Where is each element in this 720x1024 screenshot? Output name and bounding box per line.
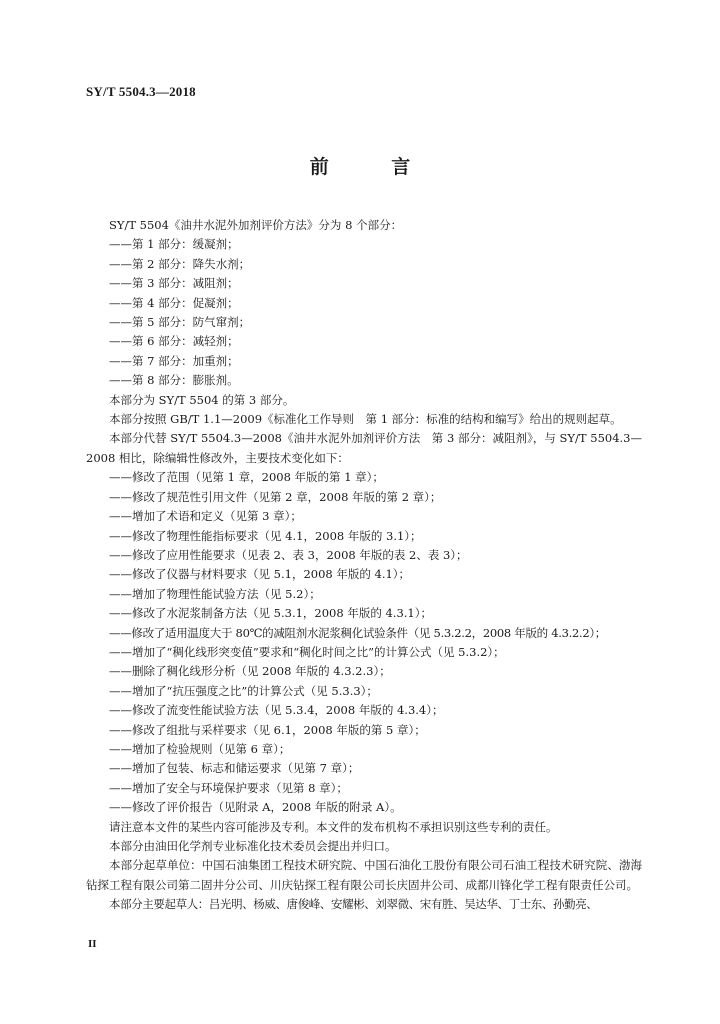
change-item: ——修改了物理性能指标要求（见 4.1，2008 年版的 3.1）； <box>109 528 422 543</box>
change-item: ——增加了物理性能试验方法（见 5.2）； <box>109 586 321 601</box>
change-item: ——增加了“稠化线形突变值”要求和“稠化时间之比”的计算公式（见 5.3.2）； <box>109 644 505 659</box>
change-item: ——增加了安全与环境保护要求（见第 8 章）； <box>109 780 348 795</box>
change-item: ——增加了“抗压强度之比”的计算公式（见 5.3.3）； <box>109 683 378 698</box>
this-part-paragraph: 本部分为 SY/T 5504 的第 3 部分。 <box>109 392 295 407</box>
list-item: ——第 3 部分：减阻剂； <box>109 276 239 291</box>
list-item: ——第 1 部分：缓凝剂； <box>109 237 239 252</box>
change-item: ——增加了检验规则（见第 6 章）； <box>109 741 291 756</box>
document-body <box>86 216 642 915</box>
drafters: 本部分主要起草人：吕光明、杨威、唐俊峰、安耀彬、刘翠微、宋有胜、吴达华、丁士东、孙勤亮、 <box>109 897 598 912</box>
change-item: ——增加了包装、标志和储运要求（见第 7 章）； <box>109 761 360 776</box>
intro-paragraph: SY/T 5504《油井水泥外加剂评价方法》分为 8 个部分： <box>109 218 403 232</box>
list-item: ——第 5 部分：防气窜剂； <box>109 315 251 330</box>
change-item: ——修改了范围（见第 1 章，2008 年版的第 1 章）； <box>109 470 384 485</box>
change-item: ——修改了仪器与材料要求（见 5.1，2008 年版的 4.1）； <box>109 567 411 582</box>
change-item: ——修改了流变性能试验方法（见 5.3.4，2008 年版的 4.3.4）； <box>109 703 444 718</box>
patent-notice: 请注意本文件的某些内容可能涉及专利。本文件的发布机构不承担识别这些专利的责任。 <box>109 819 558 834</box>
change-item: ——修改了应用性能要求（见表 2、表 3，2008 年版的表 2、表 3）； <box>109 547 468 562</box>
drafting-rules-paragraph: 本部分按照 GB/T 1.1—2009《标准化工作导则 第 1 部分：标准的结构和编写》给出的规则起草。 <box>109 412 622 427</box>
page-title: 前 言 <box>309 156 439 178</box>
replaces-paragraph: 本部分代替 SY/T 5504.3—2008《油井水泥外加剂评价方法 第 3 部分：减阻剂》，与 SY/T 5504.3—2008 相比，除编辑性修改外，主要技术变化如下： <box>86 431 642 465</box>
change-item: ——修改了评价报告（见附录 A，2008 年版的附录 A）。 <box>109 800 402 815</box>
list-item: ——第 6 部分：减轻剂； <box>109 334 239 349</box>
change-item: ——增加了术语和定义（见第 3 章）； <box>109 509 302 524</box>
change-item: ——修改了规范性引用文件（见第 2 章，2008 年版的第 2 章）； <box>109 489 442 504</box>
drafting-units: 本部分起草单位：中国石油集团工程技术研究院、中国石油化工股份有限公司石油工程技术研究院、渤海钻探工程有限公司第二固井分公司、川庆钻探工程有限公司长庆固井公司、成都川锋化学工程有限责任公司。 <box>86 858 642 892</box>
change-item: ——修改了水泥浆制备方法（见 5.3.1，2008 年版的 4.3.1）； <box>109 606 433 621</box>
list-item: ——第 8 部分：膨胀剂。 <box>109 373 239 388</box>
proposed-by: 本部分由油田化学剂专业标准化技术委员会提出并归口。 <box>109 839 397 853</box>
list-item: ——第 2 部分：降失水剂； <box>109 256 251 271</box>
list-item: ——第 7 部分：加重剂； <box>109 353 239 368</box>
change-item: ——修改了适用温度大于 80℃的减阻剂水泥浆稠化试验条件（见 5.3.2.2，2008 年版的 4.3.2.2）； <box>109 625 606 640</box>
list-item: ——第 4 部分：促凝剂； <box>109 295 239 310</box>
change-item: ——修改了组批与采样要求（见 6.1，2008 年版的第 5 章）； <box>109 722 426 737</box>
standard-code: SY/T 5504.3—2018 <box>86 84 196 99</box>
page-number: II <box>88 938 97 950</box>
change-item: ——删除了稠化线形分析（见 2008 年版的 4.3.2.3）； <box>109 664 391 679</box>
